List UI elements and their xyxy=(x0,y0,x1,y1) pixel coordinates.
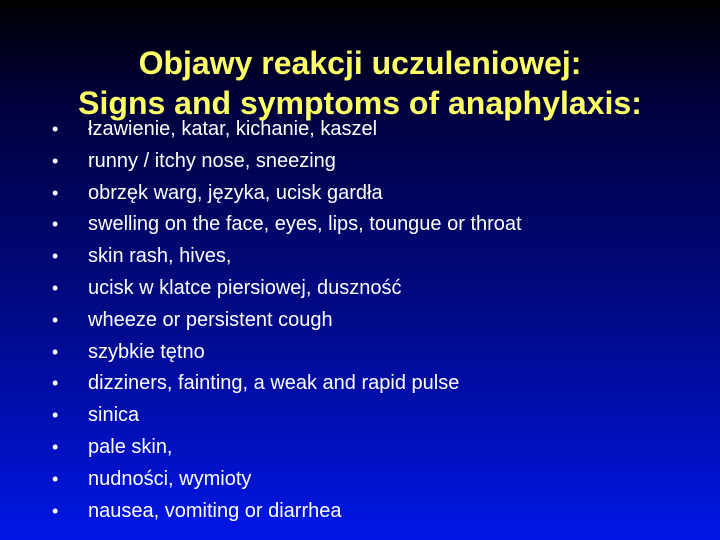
symptom-item xyxy=(52,337,522,369)
symptom-text: wheeze or persistent cough xyxy=(88,308,333,331)
bullet-icon: • xyxy=(52,405,59,426)
symptom-item xyxy=(52,496,522,528)
bullet-icon: • xyxy=(52,119,59,139)
bullet-icon: • xyxy=(52,341,59,362)
symptom-text: obrzęk warg, języka, ucisk gardła xyxy=(88,181,383,204)
symptom-text: pale skin, xyxy=(88,435,173,458)
symptom-text: ucisk w klatce piersiowej, duszność xyxy=(88,276,402,299)
symptom-item xyxy=(52,305,522,337)
symptom-text: nausea, vomiting or diarrhea xyxy=(88,499,342,522)
symptom-item xyxy=(52,178,522,210)
symptom-item xyxy=(52,400,522,432)
bullet-icon: • xyxy=(52,468,59,489)
title-english: Signs and symptoms of anaphylaxis: xyxy=(78,85,642,122)
symptom-text: nudności, wymioty xyxy=(88,467,252,490)
bullet-icon: • xyxy=(52,436,59,457)
symptom-list xyxy=(52,114,522,527)
bullet-icon: • xyxy=(52,500,59,521)
symptom-item xyxy=(52,432,522,464)
bullet-icon: • xyxy=(52,246,59,267)
symptom-text: runny / itchy nose, sneezing xyxy=(88,149,336,172)
bullet-icon: • xyxy=(52,150,59,171)
symptom-item xyxy=(52,114,522,146)
symptom-text: sinica xyxy=(88,404,140,427)
symptom-text: dizziners, fainting, a weak and rapid pulse xyxy=(88,372,460,395)
bullet-icon: • xyxy=(52,182,59,203)
symptom-text: swelling on the face, eyes, lips, toungue or throat xyxy=(88,213,522,236)
bullet-icon: • xyxy=(52,277,59,298)
bullet-icon: • xyxy=(52,373,59,394)
symptom-text: łzawienie, katar, kichanie, kaszel xyxy=(88,118,378,140)
symptom-item xyxy=(52,368,522,400)
symptom-text: skin rash, hives, xyxy=(88,245,232,268)
symptom-item xyxy=(52,209,522,241)
bullet-icon: • xyxy=(52,309,59,330)
symptom-text: szybkie tętno xyxy=(88,340,205,363)
title-polish: Objawy reakcji uczuleniowej: xyxy=(138,45,582,82)
bullet-icon: • xyxy=(52,214,59,235)
symptom-item xyxy=(52,464,522,496)
symptom-item xyxy=(52,146,522,178)
symptom-item xyxy=(52,273,522,305)
symptom-item xyxy=(52,241,522,273)
slide-title xyxy=(0,43,720,123)
